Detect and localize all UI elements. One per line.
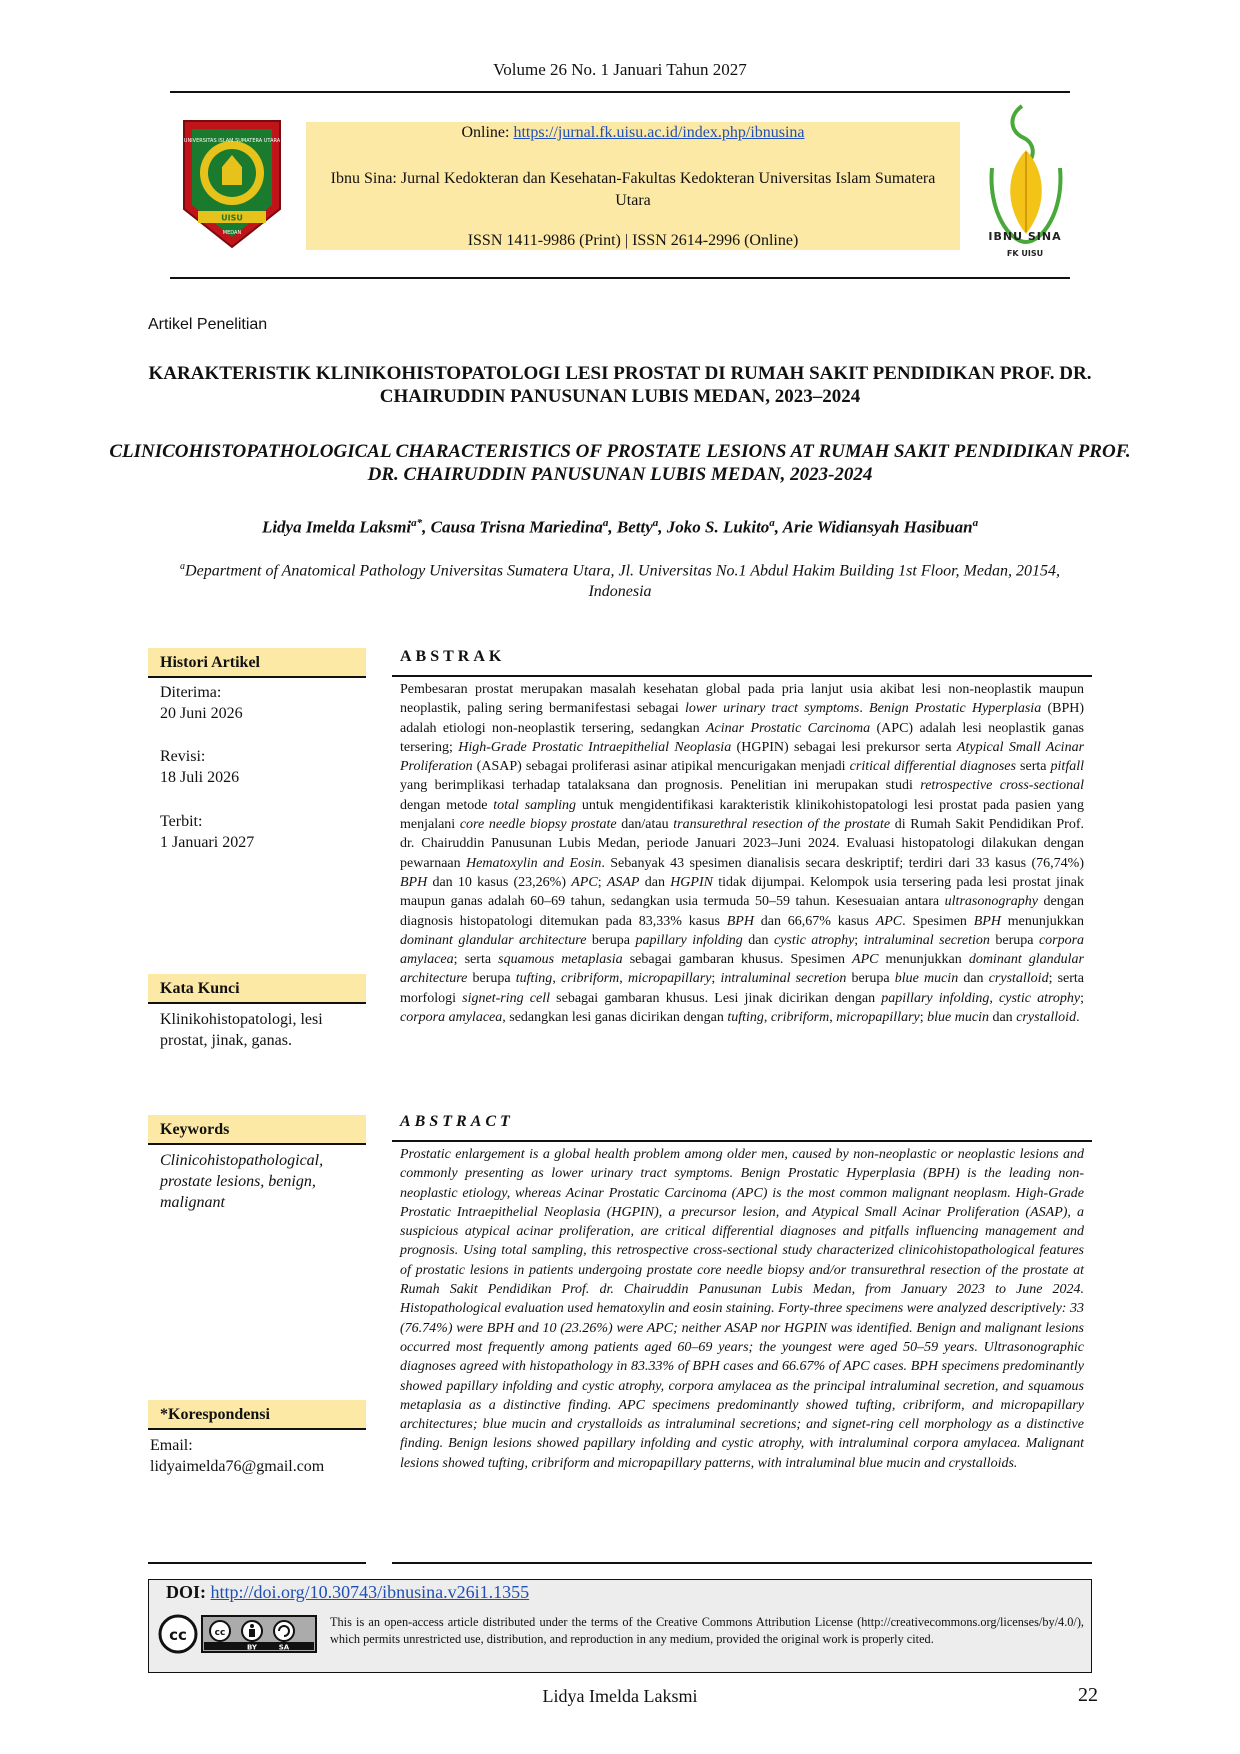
cc-sa-text: SA xyxy=(278,1643,290,1652)
abstract-rule xyxy=(392,1140,1092,1142)
abstrak-italic-term: BPH xyxy=(726,913,754,929)
abstrak-italic-term: cribriform xyxy=(770,1010,830,1026)
abstrak-text-run: . Sebanyak 43 spesimen dianalisis secara deskriptif; terdiri dari 33 kasus (76,74%) xyxy=(601,855,1085,871)
abstrak-italic-term: micropapillary xyxy=(836,1010,920,1026)
abstrak-text-run: dan xyxy=(988,1010,1017,1026)
abstrak-italic-term: micropapillary xyxy=(627,971,712,987)
revised-label: Revisi: xyxy=(160,748,206,765)
creative-commons-badge xyxy=(158,1614,318,1654)
history-received xyxy=(160,682,370,724)
affiliation-marker: a xyxy=(180,561,186,572)
keywords-heading: Keywords xyxy=(148,1115,366,1145)
abstrak-text-run: dengan metode xyxy=(400,797,494,813)
abstrak-heading: ABSTRAK xyxy=(400,648,506,665)
abstrak-italic-term: critical differential diagnoses xyxy=(849,759,1016,775)
abstrak-italic-term: papillary infolding xyxy=(635,932,743,948)
author-separator: , xyxy=(774,517,783,537)
abstract-body: Prostatic enlargement is a global health problem among older men, caused by non-neoplastic or neoplastic lesions and commonly presenting as lower urinary tract symptoms. Benign Prostatic Hyperplasia (BPH) is the leading non-neoplastic etiology, whereas Acinar Prostatic Carcinoma (APC) is the most common malignant neoplasm. High-Grade Prostatic Intraepithelial Neoplasia (HGPIN), a precursor lesion, and Atypical Small Acinar Proliferation (ASAP), a suspicious atypical acinar proliferation, are critical differential diagnoses and pitfalls influencing management and prognosis. Using total sampling, this retrospective cross-sectional study characterized clinicohistopathological features of prostatic lesions in patients undergoing prostate core needle biopsy and/or transurethral resection of the prostate at Rumah Sakit Pendidikan Prof. dr. Chairuddin Panusunan Lubis Medan, from January 2023 to June 2024. Histopathological evaluation used hematoxylin and eosin staining. Forty-three specimens were analyzed descriptively: 33 (76.74%) were BPH and 10 (23.26%) were APC; neither ASAP nor HGPIN was identified. Benign and malignant lesions occurred most frequently among patients aged 60–69 years; the youngest were aged 50–59 years. Ultrasonographic diagnoses agreed with histopathology in 83.33% of BPH cases and 66.67% of APC cases. BPH specimens predominantly showed papillary infolding and cystic atrophy, corpora amylacea as the principal intraluminal secretion, and squamous metaplasia as a distinctive finding. APC specimens predominantly showed tufting, cribriform, and micropapillary architectures; blue mucin and crystalloids as intraluminal secretions; and signet-ring cell morphology as a distinctive finding. Benign lesions showed papillary infolding and cystic atrophy, with intraluminal corpora amylacea. Malignant lesions showed tufting, cribriform and micropapillary patterns, with intraluminal blue mucin and crystalloids. xyxy=(400,1147,1084,1471)
email-value: lidyaimelda76@gmail.com xyxy=(150,1458,325,1475)
abstrak-italic-term: intraluminal secretion xyxy=(863,932,990,948)
uni-logo-ring-text: UNIVERSITAS ISLAM SUMATERA UTARA xyxy=(183,138,281,144)
author-list xyxy=(100,517,1140,538)
abstrak-italic-term: intraluminal secretion xyxy=(720,971,847,987)
ibnu-logo-sub: FK UISU xyxy=(1006,249,1044,258)
abstrak-italic-term: HGPIN xyxy=(670,874,713,890)
abstrak-text-run: dan/atau xyxy=(616,817,674,833)
abstrak-text-run: (BPH) adalah etiologi non-neoplastik tersering, sedangkan xyxy=(400,701,1084,736)
abstrak-italic-term: blue mucin xyxy=(927,1010,989,1026)
abstrak-italic-term: core needle biopsy prostate xyxy=(459,817,617,833)
abstract-heading: ABSTRACT xyxy=(400,1113,514,1130)
received-label: Diterima: xyxy=(160,684,222,701)
abstrak-italic-term: blue mucin xyxy=(894,971,959,987)
uni-logo-band-text: UISU xyxy=(221,213,243,223)
doi-line xyxy=(166,1582,529,1603)
abstrak-italic-term: Benign Prostatic Hyperplasia xyxy=(869,701,1042,717)
author-name: Betty xyxy=(616,517,653,537)
license-text: This is an open-access article distributed under the terms of the Creative Commons Attribution License (http://creativecommons.org/licenses/by/4.0/), which permits unrestricted use, distribution, and reproduction in any medium, provided the original work is properly cited. xyxy=(330,1615,1084,1646)
abstrak-body xyxy=(400,680,1084,1027)
abstrak-italic-term: APC xyxy=(875,913,903,929)
abstrak-italic-term: APC xyxy=(571,874,598,890)
abstrak-text-run: dan xyxy=(742,932,774,948)
abstrak-italic-term: tufting xyxy=(727,1010,764,1026)
author-affiliation-marker: a xyxy=(652,517,659,529)
abstrak-italic-term: squamous metaplasia xyxy=(498,952,623,968)
abstrak-text-run: . xyxy=(859,701,870,717)
doi-label: DOI: xyxy=(166,1582,206,1602)
author-separator: , xyxy=(422,517,431,537)
email-label: Email: xyxy=(150,1437,193,1454)
cc-circle-text: cc xyxy=(169,1626,187,1644)
abstrak-text-run: untuk mengidentifikasi karakteristik klinikohistopatologi lesi prostat pada pasien yang menjalani xyxy=(400,797,1084,833)
abstrak-text-run: , xyxy=(619,971,628,987)
author-affiliation-marker: a* xyxy=(411,517,423,529)
abstrak-italic-term: ASAP xyxy=(606,874,640,890)
published-date: 1 Januari 2027 xyxy=(160,834,255,851)
abstrak-text-run: menunjukkan xyxy=(1000,913,1084,929)
abstrak-italic-term: pitfall xyxy=(1050,759,1084,775)
abstrak-text-run: . Spesimen xyxy=(902,913,974,929)
uni-logo-city-text: MEDAN xyxy=(222,230,242,236)
abstrak-italic-term: lower urinary tract symptoms xyxy=(685,701,860,717)
page-number: 22 xyxy=(1078,1684,1098,1706)
abstrak-italic-term: tufting xyxy=(515,971,553,987)
abstrak-text-run: , xyxy=(989,990,1000,1006)
abstrak-italic-term: ultrasonography xyxy=(944,894,1039,910)
author-affiliation-marker: a xyxy=(769,517,775,529)
abstrak-italic-term: cribriform xyxy=(560,971,620,987)
abstrak-text-run: dan 10 kasus (23,26%) xyxy=(427,874,572,890)
author-separator: , xyxy=(658,517,667,537)
author-name: Lidya Imelda Laksmi xyxy=(261,517,412,537)
abstrak-text-run: , xyxy=(829,1010,837,1026)
abstrak-text-run: ; xyxy=(597,874,607,890)
affiliation-text: Department of Anatomical Pathology Universitas Sumatera Utara, Jl. Universitas No.1 Abdul Hakim Building 1st Floor, Medan, 20154, Indonesia xyxy=(185,562,1060,601)
abstrak-text-run: Pembesaran prostat merupakan masalah kesehatan global pada pria lanjut usia akibat lesi non-neoplastik maupun neoplastik, paling sering bermanifestasi sebagai xyxy=(400,682,1084,717)
abstrak-text-run: tidak dijumpai. Kelompok usia tersering pada lesi prostat jinak maupun ganas adalah 60–69 tahun, sedangkan usia termuda 50–59 tahun. Kesesuaian antara xyxy=(400,874,1085,910)
abstrak-text-run: ; xyxy=(854,932,864,948)
abstrak-italic-term: APC xyxy=(852,952,879,968)
abstrak-text-run: . xyxy=(1076,1010,1080,1026)
kata-kunci-heading: Kata Kunci xyxy=(148,974,366,1004)
author-name: Causa Trisna Mariedina xyxy=(430,517,603,537)
abstrak-text-run: , sedangkan lesi ganas dicirikan dengan xyxy=(502,1010,728,1026)
footer-author: Lidya Imelda Laksmi xyxy=(542,1686,698,1706)
abstrak-text-run: berupa xyxy=(467,971,516,987)
correspondence-heading: *Korespondensi xyxy=(148,1400,366,1430)
abstrak-italic-term: papillary infolding xyxy=(881,990,990,1006)
abstrak-text-run: berupa xyxy=(846,971,895,987)
received-date: 20 Juni 2026 xyxy=(160,705,243,722)
header-rule-bottom xyxy=(170,277,1070,279)
history-published xyxy=(160,811,370,853)
volume-line: Volume 26 No. 1 Januari Tahun 2027 xyxy=(493,60,747,79)
abstrak-text-run: berupa xyxy=(989,932,1039,948)
abstrak-text-run: serta xyxy=(1015,759,1051,775)
abstrak-text-run: ; serta morfologi xyxy=(400,971,1085,1006)
correspondence-block xyxy=(150,1435,366,1477)
abstrak-text-run: (HGPIN) sebagai lesi prekursor serta xyxy=(731,739,957,755)
sidebar-bottom-rule xyxy=(148,1562,366,1564)
author-affiliation-marker: a xyxy=(972,517,979,529)
abstrak-italic-term: Acinar Prostatic Carcinoma xyxy=(705,720,871,736)
abstrak-text-run: (APC) adalah lesi neoplastik ganas tersering; xyxy=(400,720,1084,755)
abstrak-text-run: dengan diagnosis histopatologi ditemukan pada 83,33% kasus xyxy=(400,894,1084,929)
abstrak-text-run: sebagai gambaran khusus. Lesi jinak dicirikan dengan xyxy=(550,990,882,1006)
author-separator: , xyxy=(608,517,617,537)
abstrak-italic-term: cystic atrophy xyxy=(773,932,855,948)
abstrak-italic-term: crystalloid xyxy=(988,971,1049,987)
abstrak-text-run: ; xyxy=(711,971,721,987)
journal-url-link[interactable]: https://jurnal.fk.uisu.ac.id/index.php/ibnusina xyxy=(513,124,805,141)
ibnu-logo-name: IBNU SINA xyxy=(988,230,1062,243)
abstrak-italic-term: BPH xyxy=(400,874,428,890)
abstrak-italic-term: Hematoxylin and Eosin xyxy=(466,855,602,871)
article-type: Artikel Penelitian xyxy=(148,316,268,333)
abstrak-italic-term: signet-ring cell xyxy=(462,990,550,1006)
abstrak-text-run: ; xyxy=(919,1010,928,1026)
history-revised xyxy=(160,746,370,788)
abstrak-text-run: dan xyxy=(639,874,671,890)
journal-online-line xyxy=(306,124,960,142)
abstrak-text-run: ; xyxy=(1080,990,1085,1006)
ibnu-sina-logo xyxy=(970,102,1080,262)
abstrak-text-run: ; serta xyxy=(453,952,499,968)
abstrak-text-run: yang berimplikasi terhadap tatalaksana dan prognosis. Penelitian ini merupakan studi xyxy=(400,778,921,794)
journal-issn: ISSN 1411-9986 (Print) | ISSN 2614-2996 (Online) xyxy=(467,232,799,249)
abstrak-italic-term: High-Grade Prostatic Intraepithelial Neoplasia xyxy=(458,739,732,755)
abstrak-italic-term: dominant glandular architecture xyxy=(400,952,1084,987)
abstrak-italic-term: crystalloid xyxy=(1016,1010,1077,1026)
abstrak-italic-term: cystic atrophy xyxy=(999,990,1081,1006)
abstrak-italic-term: Atypical Small Acinar Proliferation xyxy=(400,739,1085,775)
abstrak-text-run: berupa xyxy=(586,932,636,948)
abstrak-rule xyxy=(392,675,1092,677)
author-name: Joko S. Lukito xyxy=(666,517,770,537)
abstrak-italic-term: corpora amylacea xyxy=(400,1010,503,1026)
abstract-bottom-rule xyxy=(392,1562,1092,1564)
abstrak-italic-term: corpora amylacea xyxy=(400,932,1085,968)
abstrak-text-run: sebagai gambaran khusus. Spesimen xyxy=(622,952,853,968)
history-heading: Histori Artikel xyxy=(148,648,366,678)
abstrak-text-run: dan 66,67% kasus xyxy=(753,913,876,929)
revised-date: 18 Juli 2026 xyxy=(160,769,240,786)
keywords-text: Clinicohistopathological, prostate lesions, benign, malignant xyxy=(160,1152,324,1211)
abstrak-italic-term: BPH xyxy=(973,913,1001,929)
cc-by-text: BY xyxy=(246,1643,258,1652)
cc-small-text: cc xyxy=(214,1628,226,1638)
author-name: Arie Widiansyah Hasibuan xyxy=(782,517,973,537)
abstrak-italic-term: retrospective cross-sectional xyxy=(920,778,1084,794)
abstrak-text-run: , xyxy=(763,1010,771,1026)
abstrak-text-run: dan xyxy=(958,971,989,987)
online-label: Online: xyxy=(461,124,514,141)
title-english: CLINICOHISTOPATHOLOGICAL CHARACTERISTICS OF PROSTATE LESIONS AT RUMAH SAKIT PENDIDIKAN PROF. DR. CHAIRUDDIN PANUSUNAN LUBIS MEDAN, 2023-2024 xyxy=(109,441,1131,485)
abstrak-text-run: (ASAP) sebagai proliferasi asinar atipikal mencurigakan menjadi xyxy=(472,759,850,775)
sa-share-icon xyxy=(274,1621,294,1641)
abstrak-italic-term: dominant glandular architecture xyxy=(400,932,587,948)
header-rule-top xyxy=(170,91,1070,93)
abstrak-text-run: , xyxy=(552,971,561,987)
published-label: Terbit: xyxy=(160,813,203,830)
kata-kunci-text: Klinikohistopatologi, lesi prostat, jinak, ganas. xyxy=(160,1011,323,1049)
title-indonesian: KARAKTERISTIK KLINIKOHISTOPATOLOGI LESI PROSTAT DI RUMAH SAKIT PENDIDIKAN PROF. DR. CHAIRUDDIN PANUSUNAN LUBIS MEDAN, 2023–2024 xyxy=(148,363,1092,407)
abstrak-text-run: di Rumah Sakit Pendidikan Prof. dr. Chairuddin Panusunan Lubis Medan, periode Januari 2023–Juni 2024. Evaluasi histopatologi dilakukan dengan pewarnaan xyxy=(400,817,1085,871)
doi-link[interactable]: http://doi.org/10.30743/ibnusina.v26i1.1355 xyxy=(210,1582,530,1602)
affiliation xyxy=(150,556,1090,602)
journal-name: Ibnu Sina: Jurnal Kedokteran dan Kesehatan-Fakultas Kedokteran Universitas Islam Sumatera Utara xyxy=(330,170,936,209)
abstrak-italic-term: transurethral resection of the prostate xyxy=(673,817,891,833)
author-affiliation-marker: a xyxy=(602,517,609,529)
abstrak-italic-term: total sampling xyxy=(493,797,577,813)
abstrak-text-run: menunjukkan xyxy=(878,952,969,968)
university-logo xyxy=(176,117,288,251)
